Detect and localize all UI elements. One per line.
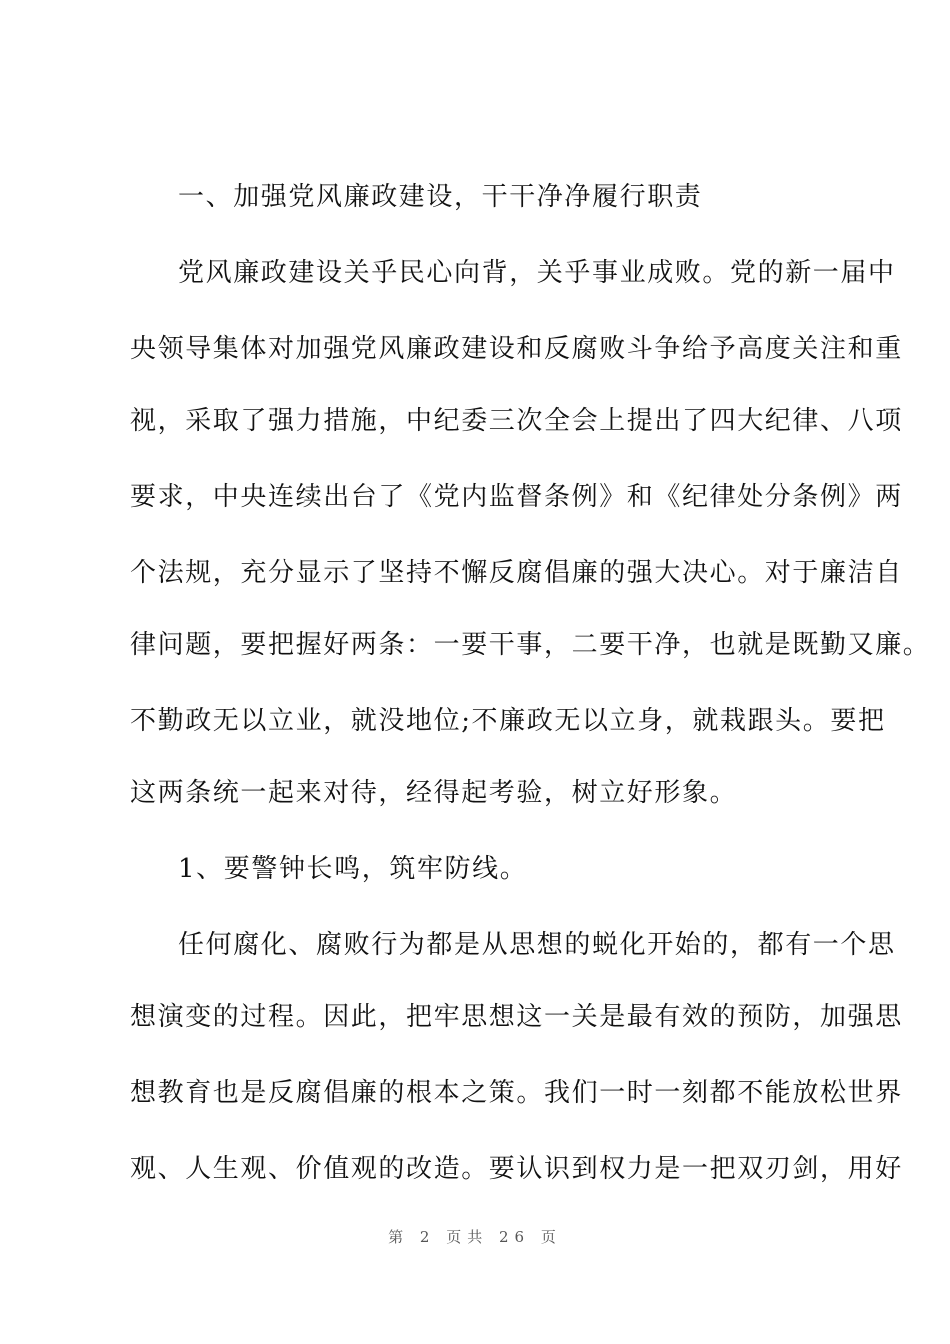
paragraph-line: 视，采取了强力措施，中纪委三次全会上提出了四大纪律、八项	[130, 406, 903, 436]
paragraph-line: 想教育也是反腐倡廉的根本之策。我们一时一刻都不能放松世界	[130, 1078, 903, 1108]
section-heading: 一、加强党风廉政建设，干干净净履行职责	[178, 182, 703, 212]
paragraph-line: 观、人生观、价值观的改造。要认识到权力是一把双刃剑，用好	[130, 1154, 903, 1184]
page-number-footer: 第 2 页共 26 页	[388, 1228, 562, 1246]
paragraph-line: 想演变的过程。因此，把牢思想这一关是最有效的预防，加强思	[130, 1002, 903, 1032]
paragraph-line: 党风廉政建设关乎民心向背，关乎事业成败。党的新一届中	[178, 258, 896, 288]
paragraph-line: 这两条统一起来对待，经得起考验，树立好形象。	[130, 778, 738, 808]
paragraph-line: 不勤政无以立业，就没地位;不廉政无以立身，就栽跟头。要把	[130, 706, 886, 736]
paragraph-line: 要求，中央连续出台了《党内监督条例》和《纪律处分条例》两	[130, 482, 903, 512]
paragraph-line: 央领导集体对加强党风廉政建设和反腐败斗争给予高度关注和重	[130, 334, 903, 364]
paragraph-line: 律问题，要把握好两条：一要干事，二要干净，也就是既勤又廉。	[130, 630, 931, 660]
paragraph-line: 个法规，充分显示了坚持不懈反腐倡廉的强大决心。对于廉洁自	[130, 558, 903, 588]
subsection-heading: 1、要警钟长鸣，筑牢防线。	[178, 854, 528, 884]
paragraph-line: 任何腐化、腐败行为都是从思想的蜕化开始的，都有一个思	[178, 930, 896, 960]
